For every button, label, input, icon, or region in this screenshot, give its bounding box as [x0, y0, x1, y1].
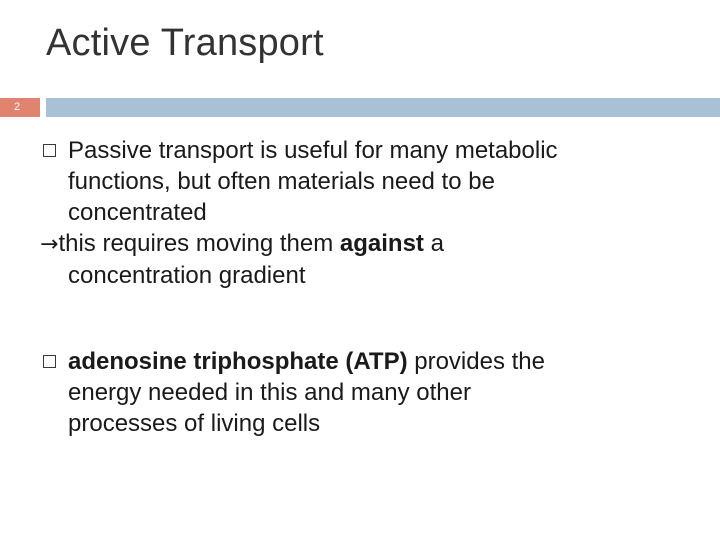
slide-content: [40, 135, 700, 439]
bullet-line: processes of living cells: [68, 410, 321, 437]
arrow-note-text-end: a: [423, 230, 444, 257]
emphasis-against: against: [339, 230, 424, 257]
arrow-note-text: this requires moving them: [58, 230, 340, 257]
emphasis-atp: adenosine triphosphate (ATP): [68, 348, 408, 375]
arrow-note-line: [40, 228, 700, 260]
bullet-atp: [40, 346, 700, 439]
bullet-line: Passive transport is useful for many metabolic: [68, 137, 558, 164]
arrow-note-continuation: concentration gradient: [68, 262, 306, 289]
bullet-line: concentrated: [68, 199, 207, 226]
bullet-line: [40, 346, 700, 377]
title-divider-bar: [46, 98, 720, 117]
bullet-text: provides the: [407, 348, 545, 375]
slide-number: 2: [14, 101, 21, 113]
square-bullet-icon: [43, 144, 56, 157]
bullet-line: functions, but often materials need to be: [68, 168, 495, 195]
bullet-passive-transport: [40, 135, 700, 291]
square-bullet-icon: [43, 355, 56, 368]
slide-title: Active Transport: [46, 22, 324, 64]
right-arrow-icon: →: [40, 232, 59, 257]
bullet-line: energy needed in this and many other: [68, 379, 471, 406]
